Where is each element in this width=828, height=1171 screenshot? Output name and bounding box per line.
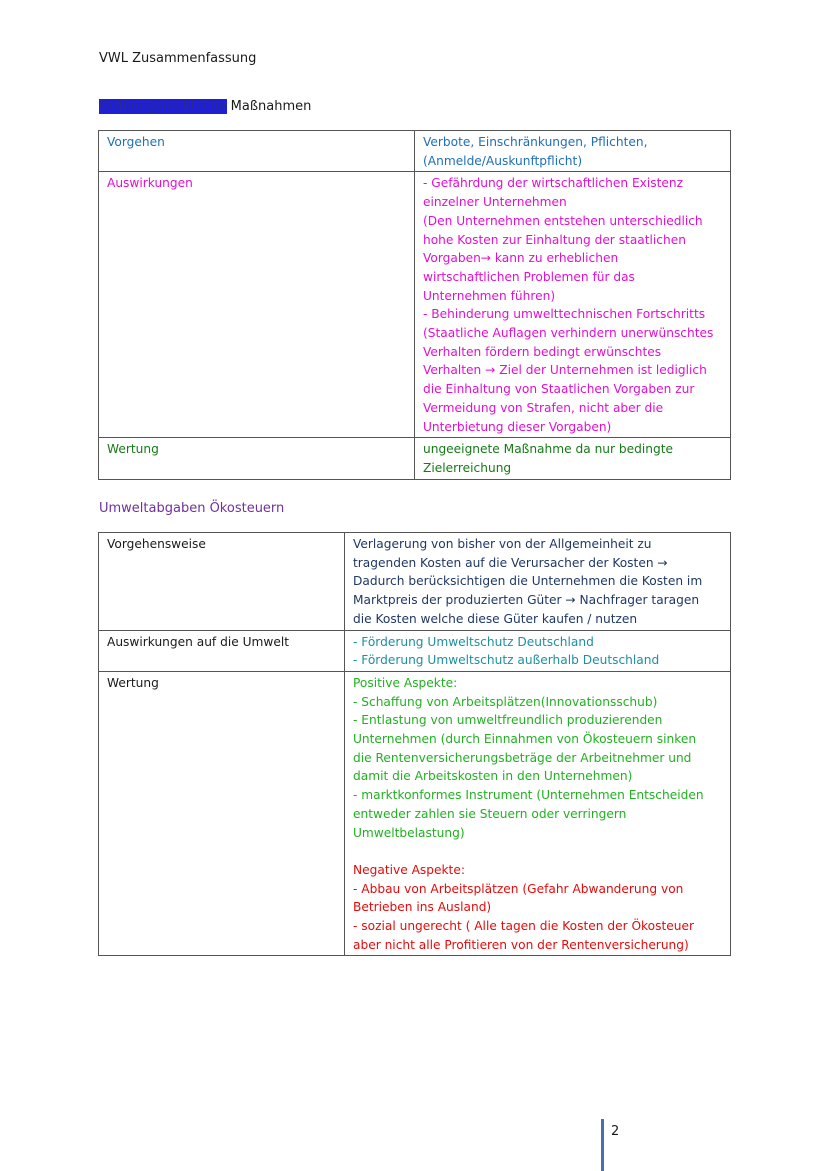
row-content-vorgehen xyxy=(415,131,731,172)
text-line: einzelner Unternehmen xyxy=(423,195,567,210)
text-line: entweder zahlen sie Steuern oder verringern xyxy=(353,806,627,821)
text-line: Verhalten fördern bedingt erwünschtes xyxy=(423,344,662,359)
row-label-auswirkungen-umwelt: Auswirkungen auf die Umwelt xyxy=(99,630,345,671)
text-line: tragenden Kosten auf die Verursacher der Kosten → xyxy=(353,555,668,570)
section-title-umweltabgaben: Umweltabgaben Ökosteuern xyxy=(99,501,285,516)
text-line: - Förderung Umweltschutz Deutschland xyxy=(353,634,594,649)
section-title-ordnungsrecht xyxy=(99,99,311,114)
text-line: - marktkonformes Instrument (Unternehmen Entscheiden xyxy=(353,788,704,803)
table-row xyxy=(99,671,731,956)
table-row xyxy=(99,438,731,479)
text-line: Unterbietung dieser Vorgaben) xyxy=(423,419,612,434)
highlighted-word: Ordnungsrechtliche xyxy=(99,99,227,114)
table-row xyxy=(99,131,731,172)
row-content-vorgehensweise xyxy=(345,533,731,631)
table-row xyxy=(99,533,731,631)
text-line: (Anmelde/Auskunftpflicht) xyxy=(423,153,583,168)
row-label-auswirkungen: Auswirkungen xyxy=(99,172,415,438)
row-content-auswirkungen-umwelt xyxy=(345,630,731,671)
row-content-wertung-2 xyxy=(345,671,731,956)
ordnungsrecht-table xyxy=(98,130,731,480)
page-header: VWL Zusammenfassung xyxy=(99,51,257,66)
text-line: Umweltbelastung) xyxy=(353,825,465,840)
row-label-wertung: Wertung xyxy=(99,438,415,479)
text-line: - Behinderung umwelttechnischen Fortschritts xyxy=(423,307,706,322)
text-line: - Schaffung von Arbeitsplätzen(Innovationsschub) xyxy=(353,694,658,709)
text-line: Dadurch berücksichtigen die Unternehmen die Kosten im xyxy=(353,574,703,589)
text-line: Negative Aspekte: xyxy=(353,862,465,877)
umweltabgaben-table xyxy=(98,532,731,956)
text-line: Verbote, Einschränkungen, Pflichten, xyxy=(423,135,648,149)
text-line: die Einhaltung von Staatlichen Vorgaben zur xyxy=(423,382,695,397)
text-line: damit die Arbeitskosten in den Unternehmen) xyxy=(353,769,633,784)
text-line: Marktpreis der produzierten Güter → Nachfrager taragen xyxy=(353,593,700,608)
text-line: - sozial ungerecht ( Alle tagen die Kosten der Ökosteuer xyxy=(353,919,694,934)
text-line: hohe Kosten zur Einhaltung der staatlichen xyxy=(423,232,686,247)
text-line: Betrieben ins Ausland) xyxy=(353,900,492,915)
row-content-wertung xyxy=(415,438,731,479)
text-line: Zielerreichung xyxy=(423,460,512,475)
text-line: aber nicht alle Profitieren von der Rentenversicherung) xyxy=(353,937,689,952)
text-line: Verlagerung von bisher von der Allgemeinheit zu xyxy=(353,537,652,551)
text-line: (Den Unternehmen entstehen unterschiedlich xyxy=(423,213,703,228)
text-line: Vorgaben→ kann zu erheblichen xyxy=(423,251,619,266)
text-line: - Entlastung von umweltfreundlich produzierenden xyxy=(353,713,663,728)
spacer xyxy=(353,842,723,861)
text-line: die Kosten welche diese Güter kaufen / nutzen xyxy=(353,611,638,626)
text-line: - Förderung Umweltschutz außerhalb Deutschland xyxy=(353,653,660,668)
row-label-vorgehen: Vorgehen xyxy=(99,131,415,172)
row-label-vorgehensweise: Vorgehensweise xyxy=(99,533,345,631)
text-line: Vermeidung von Strafen, nicht aber die xyxy=(423,400,664,415)
table-row xyxy=(99,630,731,671)
text-line: - Abbau von Arbeitsplätzen (Gefahr Abwanderung von xyxy=(353,881,684,896)
page-number: 2 xyxy=(611,1124,620,1139)
text-line: Unternehmen führen) xyxy=(423,288,556,303)
row-content-auswirkungen xyxy=(415,172,731,438)
text-line: Unternehmen (durch Einnahmen von Ökosteuern sinken xyxy=(353,732,697,747)
text-line: (Staatliche Auflagen verhindern unerwünschtes xyxy=(423,326,714,341)
text-line: Verhalten → Ziel der Unternehmen ist lediglich xyxy=(423,363,707,378)
text-line: Positive Aspekte: xyxy=(353,675,458,690)
table-row xyxy=(99,172,731,438)
page-number-bar xyxy=(601,1119,604,1171)
text-line: wirtschaftlichen Problemen für das xyxy=(423,269,635,284)
text-line: - Gefährdung der wirtschaftlichen Existenz xyxy=(423,176,683,191)
row-label-wertung-2: Wertung xyxy=(99,671,345,956)
text-line: ungeeignete Maßnahme da nur bedingte xyxy=(423,442,674,457)
text-line: die Rentenversicherungsbeträge der Arbeitnehmer und xyxy=(353,750,692,765)
section-title-rest: Maßnahmen xyxy=(226,99,312,114)
